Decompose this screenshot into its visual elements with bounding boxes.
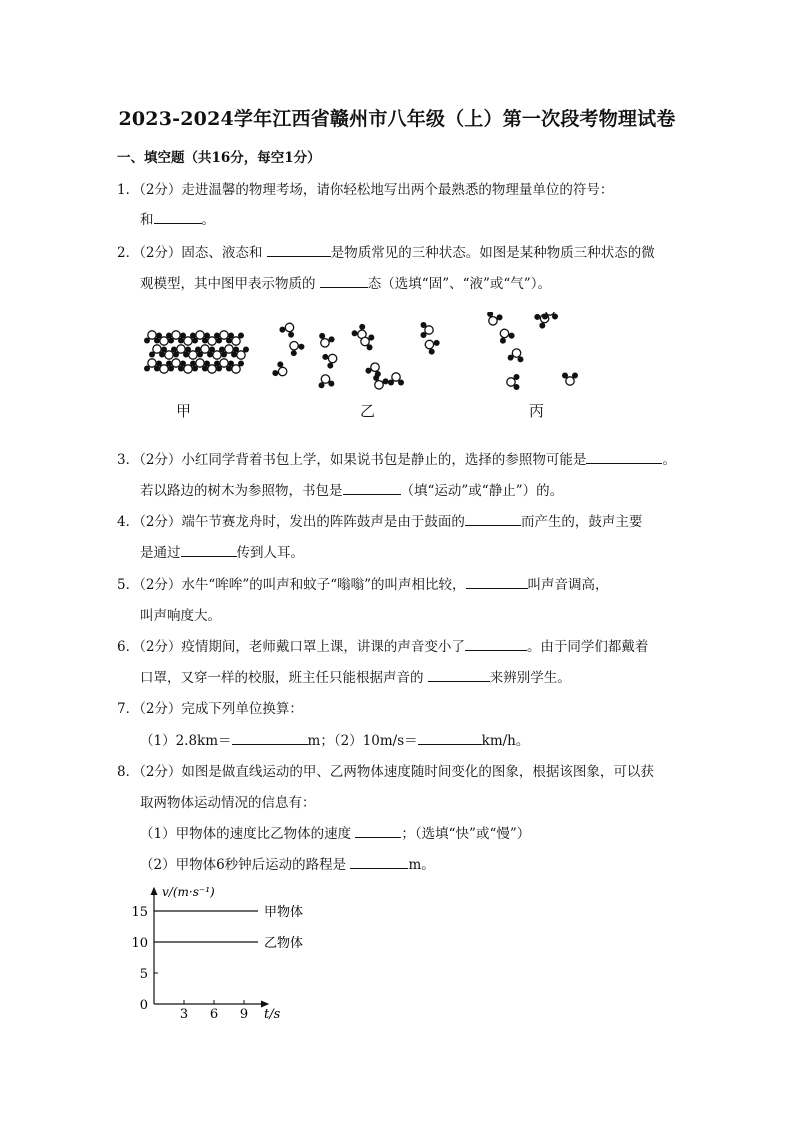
y-tick-label: 0 [139, 998, 148, 1013]
liquid-molecule [271, 360, 290, 380]
page-title: 2023-2024学年江西省赣州市八年级（上）第一次段考物理试卷 [118, 108, 676, 130]
y-tick-label: 10 [131, 936, 148, 951]
liquid-molecule [388, 373, 404, 386]
answer-blank[interactable] [320, 273, 368, 288]
answer-blank[interactable] [232, 730, 308, 745]
label-gas: 丙 [529, 402, 545, 420]
answer-blank[interactable] [350, 854, 408, 869]
q7-text-d: km/h。 [481, 733, 530, 749]
question-8-line-1 [117, 760, 654, 780]
q7-text-a: 7．（2分）完成下列单位换算： [117, 701, 303, 717]
q8-text-a: 8．（2分）如图是做直线运动的甲、乙两物体速度随时间变化的图象，根据该图象，可以获 [117, 764, 654, 780]
question-4-line-2 [140, 541, 304, 561]
question-1-line-2 [140, 208, 215, 228]
answer-blank[interactable] [465, 636, 527, 651]
liquid-molecule [421, 322, 434, 338]
section-heading: 一、填空题（共16分，每空1分） [117, 150, 321, 166]
answer-blank[interactable] [355, 823, 401, 838]
liquid-molecule [317, 374, 335, 389]
q3-text-d: （填“运动”或“静止”）的。 [400, 483, 564, 499]
liquid-molecule [422, 335, 441, 355]
q8-text-c: （1）甲物体的速度比乙物体的速度 [140, 826, 356, 842]
q4-text-a: 4．（2分）端午节赛龙舟时，发出的阵阵鼓声是由于鼓面的 [117, 514, 465, 530]
gas-molecule [507, 348, 525, 363]
q4-text-d: 传到人耳。 [236, 545, 304, 561]
answer-blank[interactable] [428, 667, 490, 682]
answer-blank[interactable] [154, 209, 202, 224]
gas-molecule [507, 374, 520, 390]
liquid-molecule [316, 332, 335, 349]
liquid-molecule [321, 349, 340, 369]
x-tick-label: 9 [239, 1007, 249, 1022]
answer-blank[interactable] [586, 449, 662, 464]
label-solid: 甲 [176, 402, 192, 420]
q8-text-e: （2）甲物体6秒钟后运动的路程是 [140, 857, 351, 873]
q5-text-b: 叫声音调高， [527, 577, 609, 593]
solid-molecules [144, 331, 249, 373]
question-5-line-1 [117, 573, 609, 593]
label-liquid: 乙 [360, 402, 376, 420]
q3-text-b: 。 [662, 452, 676, 468]
question-4-line-1 [117, 510, 642, 530]
chart-series [154, 904, 303, 951]
q2-text-b: 是物质常见的三种状态。如图是某种物质三种状态的微 [330, 245, 655, 261]
question-3-line-2 [140, 479, 563, 499]
gas-molecule [562, 373, 578, 386]
q7-text-c: m；（2）10m/s＝ [307, 733, 418, 749]
question-6-line-1 [117, 635, 648, 655]
q2-text-d: 态（选填“固”、“液”或“气”）。 [367, 276, 551, 292]
gas-molecule [542, 312, 558, 320]
q6-text-b: 。由于同学们都戴着 [526, 639, 649, 655]
question-8-line-2 [140, 791, 316, 811]
answer-blank[interactable] [181, 542, 237, 557]
liquid-molecule [370, 374, 389, 391]
molecular-model-figure [130, 312, 590, 402]
question-2-line-2 [140, 272, 551, 292]
question-1-line-1 [117, 178, 613, 198]
x-axis-label: t/s [264, 1007, 281, 1022]
y-tick-label: 5 [139, 967, 148, 982]
series-label: 甲物体 [264, 905, 304, 920]
question-8-line-4 [140, 853, 435, 873]
question-7-line-1 [117, 697, 303, 717]
q8-text-f: m。 [408, 857, 435, 873]
gas-molecule [484, 312, 503, 328]
series-label: 乙物体 [264, 936, 304, 951]
liquid-molecules [271, 320, 441, 392]
q5-text-c: 叫声响度大。 [140, 608, 221, 624]
question-8-line-3 [140, 822, 530, 842]
question-3-line-1 [117, 448, 676, 468]
liquid-molecule [365, 360, 384, 377]
q2-text-c: 观模型，其中图甲表示物质的 [140, 276, 320, 292]
q1-end: 。 [201, 212, 215, 228]
q5-text-a: 5．（2分）水牛“哞哞”的叫声和蚊子“嗡嗡”的叫声相比较， [117, 577, 466, 593]
answer-blank[interactable] [343, 480, 401, 495]
q3-text-c: 若以路边的树木为参照物，书包是 [140, 483, 343, 499]
q1-and: 和 [140, 212, 154, 228]
q6-text-a: 6．（2分）疫情期间，老师戴口罩上课，讲课的声音变小了 [117, 639, 465, 655]
answer-blank[interactable] [466, 574, 528, 589]
liquid-molecule [285, 337, 305, 357]
x-tick-label: 3 [179, 1007, 189, 1022]
q4-text-b: 而产生的，鼓声主要 [520, 514, 643, 530]
question-5-line-2 [140, 604, 221, 624]
gas-molecules [484, 312, 578, 390]
question-6-line-2 [140, 666, 571, 686]
velocity-time-chart [128, 876, 308, 1026]
liquid-molecule [278, 320, 298, 339]
q3-text-a: 3．（2分）小红同学背着书包上学，如果说书包是静止的，选择的参照物可能是 [117, 452, 587, 468]
question-7-line-2 [140, 729, 529, 749]
q8-text-d: ；（选填“快”或“慢”） [401, 826, 531, 842]
question-2-line-1 [117, 241, 655, 261]
y-axis-label: v/(m·s⁻¹) [162, 885, 215, 899]
q8-text-b: 取两物体运动情况的信息有： [140, 795, 316, 811]
answer-blank[interactable] [418, 730, 482, 745]
x-tick-label: 6 [209, 1007, 219, 1022]
answer-blank[interactable] [267, 242, 331, 257]
y-tick-label: 15 [131, 905, 148, 920]
q6-text-c: 口罩，又穿一样的校服，班主任只能根据声音的 [140, 670, 428, 686]
q1-text: 1．（2分）走进温馨的物理考场，请你轻松地写出两个最熟悉的物理量单位的符号： [117, 182, 614, 198]
q6-text-d: 来辨别学生。 [489, 670, 571, 686]
q2-text-a: 2．（2分）固态、液态和 [117, 245, 267, 261]
q7-text-b: （1）2.8km＝ [140, 733, 232, 749]
answer-blank[interactable] [465, 511, 521, 526]
q4-text-c: 是通过 [140, 545, 181, 561]
gas-molecule [495, 326, 515, 345]
